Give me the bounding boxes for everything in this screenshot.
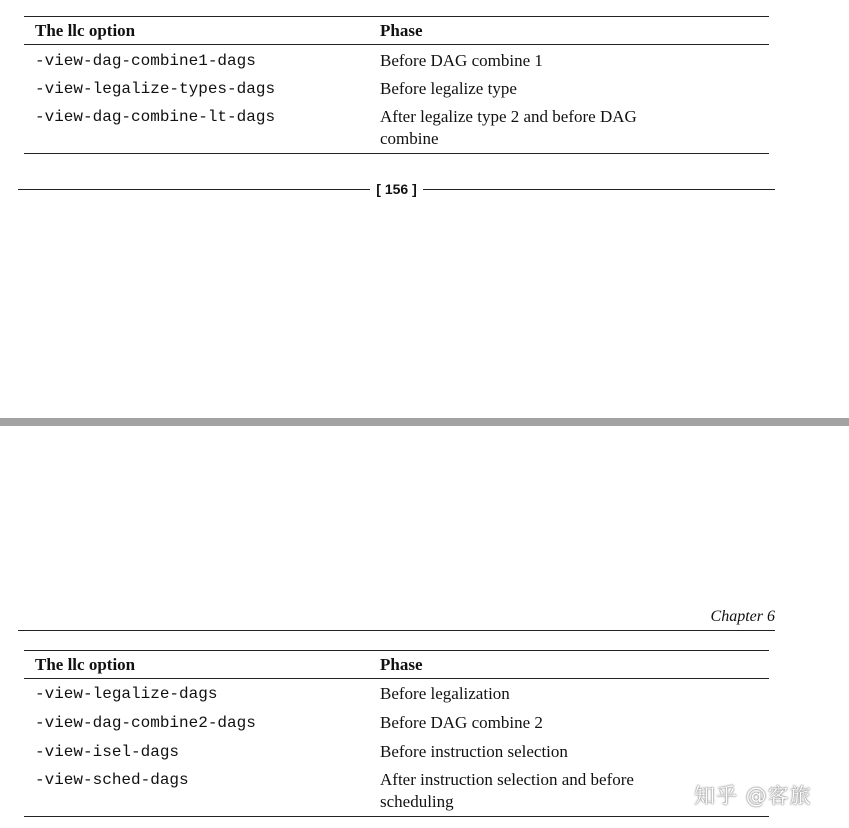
- page-footer: [18, 178, 775, 200]
- table-row: [24, 78, 769, 106]
- llc-option-cell: -view-legalize-types-dags: [35, 80, 276, 98]
- llc-option-cell: -view-dag-combine2-dags: [35, 714, 256, 732]
- phase-cell: After legalize type 2 and before DAG combine: [380, 107, 637, 148]
- phase-cell: Before legalization: [380, 684, 510, 703]
- table-row: [24, 712, 769, 741]
- table-row: [24, 50, 769, 78]
- table-row: [24, 769, 769, 816]
- chapter-running-header: Chapter 6: [18, 604, 775, 631]
- header-phase: Phase: [380, 20, 423, 40]
- llc-option-cell: -view-dag-combine-lt-dags: [35, 108, 276, 126]
- llc-options-table-2: [24, 650, 769, 817]
- footer-rule-left: [18, 189, 370, 190]
- phase-cell: Before instruction selection: [380, 742, 568, 761]
- llc-option-cell: -view-dag-combine1-dags: [35, 52, 256, 70]
- phase-cell: Before DAG combine 1: [380, 51, 543, 70]
- page-separator: [0, 418, 849, 426]
- table-bottom-rule: [24, 153, 769, 154]
- llc-option-cell: -view-legalize-dags: [35, 685, 218, 703]
- table-row: [24, 741, 769, 769]
- page-number: [ 156 ]: [376, 181, 417, 197]
- table-header: [24, 651, 769, 678]
- phase-cell: After instruction selection and before scheduling: [380, 770, 634, 811]
- llc-options-table-1: [24, 16, 769, 154]
- table-header-rule: [24, 678, 769, 679]
- table-row: [24, 106, 769, 153]
- table-bottom-rule: [24, 816, 769, 817]
- phase-cell: Before legalize type: [380, 79, 517, 98]
- header-llc-option: The llc option: [35, 20, 136, 40]
- table-header: [24, 17, 769, 44]
- footer-rule-right: [423, 189, 775, 190]
- phase-cell: Before DAG combine 2: [380, 713, 543, 732]
- llc-option-cell: -view-sched-dags: [35, 771, 189, 789]
- header-llc-option: The llc option: [35, 654, 136, 674]
- llc-option-cell: -view-isel-dags: [35, 743, 180, 761]
- header-phase: Phase: [380, 654, 423, 674]
- watermark: 知乎 @客旅: [694, 784, 812, 808]
- table-row: [24, 683, 769, 712]
- table-header-rule: [24, 44, 769, 45]
